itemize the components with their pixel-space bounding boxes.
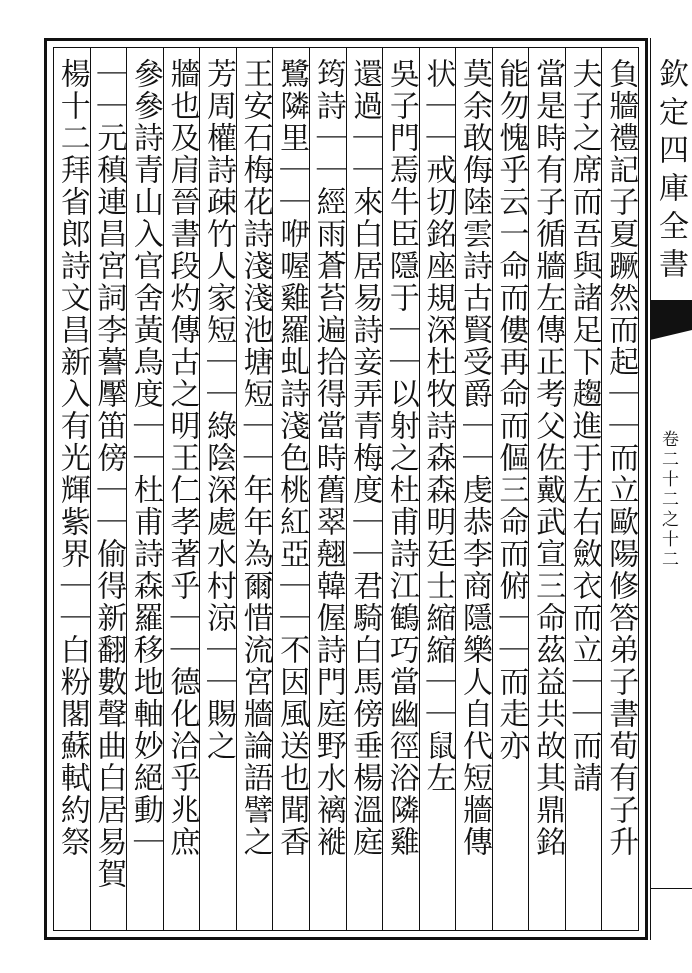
- text-column: [565, 48, 602, 930]
- text-column: [601, 48, 638, 930]
- text-column: [419, 48, 456, 930]
- column-text: ｜｜元稹連昌宮詞李謩擪笛傍｜｜偷得新翻數聲曲白居易賀: [91, 58, 127, 890]
- text-frame: [44, 38, 648, 940]
- text-column: [382, 48, 419, 930]
- text-column: [54, 48, 90, 930]
- text-column: [236, 48, 273, 930]
- column-text: 吳子門焉牛臣隱于｜｜以射之杜甫詩江鶴巧當幽徑浴隣雞: [383, 58, 419, 858]
- book-title: 欽定四庫全書: [653, 58, 688, 286]
- text-column: [528, 48, 565, 930]
- text-column: [163, 48, 200, 930]
- text-column: [346, 48, 383, 930]
- text-column: [90, 48, 127, 930]
- text-column: [492, 48, 529, 930]
- black-fishtail-mark: [650, 300, 692, 330]
- column-text: 牆也及肩晉書段灼傳古之明王仁孝著乎｜｜德化洽乎兆庶: [164, 58, 200, 858]
- column-text: 參參詩青山入官舍黃鳥度｜｜杜甫詩森羅移地軸妙絕動｜: [127, 58, 163, 858]
- column-text: 楊十二拜省郎詩文昌新入有光輝紫界｜｜白粉閣蘇軾約祭: [54, 58, 90, 858]
- column-text: 筠詩｜｜經雨蒼苔遍拾得當時舊翠翹韓偓詩門庭野水褵褷: [310, 58, 346, 858]
- column-text: 能勿愧乎云一命而僂再命而傴三命而俯｜｜而走亦: [493, 58, 529, 762]
- column-text: 負牆禮記子夏蹶然而起｜｜而立歐陽修答弟子書荀有子升: [603, 58, 638, 858]
- text-column: [272, 48, 309, 930]
- volume-label: 卷二十二之十二: [658, 430, 678, 570]
- margin-tick: [650, 888, 692, 889]
- column-text: 王安石梅花詩淺淺池塘短｜｜年年為爾惜流宮牆論語譬之: [237, 58, 273, 858]
- text-block: [53, 47, 639, 931]
- column-text: 莫余敢侮陸雲詩古賢受爵｜｜虔恭李商隱樂人自代短牆傳: [456, 58, 492, 858]
- text-columns: [54, 48, 638, 930]
- text-column: [126, 48, 163, 930]
- text-column: [309, 48, 346, 930]
- column-text: 當是時有子循牆左傳正考父佐戴武宣三命茲益共故其鼎銘: [530, 58, 565, 858]
- column-text: 状｜｜戒切銘座規深杜牧詩森森明廷士縮縮｜｜鼠左: [420, 58, 456, 794]
- column-text: 鷺隣里｜｜咿喔雞羅虬詩淺色桃紅亞｜｜不因風送也聞香: [274, 58, 309, 858]
- page-margin: [650, 38, 692, 940]
- column-text: 夫子之席而吾與諸足下趨進于左右斂衣而立｜｜而請: [566, 58, 602, 794]
- text-column: [199, 48, 236, 930]
- column-text: 芳周權詩疎竹人家短｜｜綠陰深處水村涼｜｜賜之: [201, 58, 236, 762]
- text-column: [455, 48, 492, 930]
- column-text: 還過｜｜來白居易詩妾弄青梅度｜｜君騎白馬傍垂楊溫庭: [347, 58, 383, 858]
